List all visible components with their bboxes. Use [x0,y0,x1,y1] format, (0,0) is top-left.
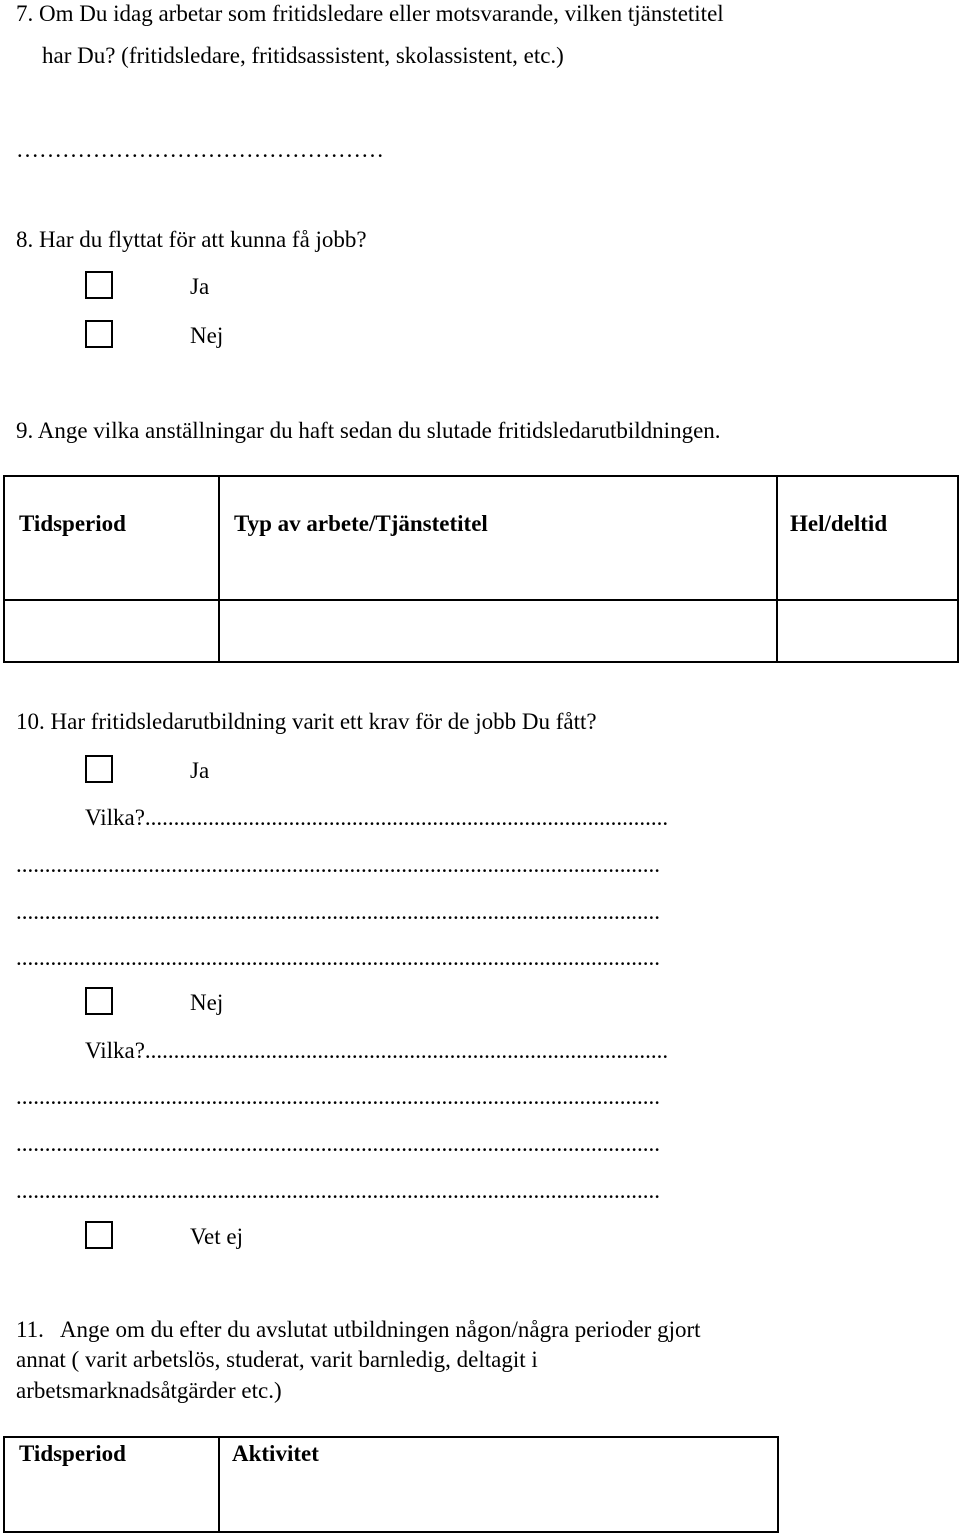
q10-nej-checkbox[interactable] [85,987,113,1015]
q7-answer-line[interactable]: ………………………………………… [16,137,384,162]
q10-ja-dots-line[interactable]: ................................................................................................................ [16,852,660,877]
q10-ja-label: Ja [190,758,210,783]
q10-vetej-label: Vet ej [190,1224,244,1249]
q10-nej-dots-line[interactable]: ................................................................................................................ [16,1178,660,1203]
activity-header-aktivitet[interactable]: Aktivitet [219,1437,778,1532]
q10-nej-dots-line[interactable]: ................................................................................................................ [16,1131,660,1156]
q11-question-line2: annat ( varit arbetslös, studerat, varit barnledig, deltagit i [16,1347,538,1372]
q10-nej-label: Nej [190,990,224,1015]
q9-question: 9. Ange vilka anställningar du haft sedan du slutade fritidsledarutbildningen. [16,418,721,443]
activity-table [3,1436,779,1533]
employment-table-header-row [4,476,958,600]
q8-nej-checkbox[interactable] [85,320,113,348]
employment-header-typ: Typ av arbete/Tjänstetitel [219,476,777,600]
employment-header-heldeltid: Hel/deltid [777,476,958,600]
q11-question-line1: 11. Ange om du efter du avslutat utbildningen någon/några perioder gjort [16,1317,701,1342]
q10-ja-checkbox[interactable] [85,755,113,783]
q8-question: 8. Har du flyttat för att kunna få jobb? [16,227,367,252]
q10-ja-dots-line[interactable]: ................................................................................................................ [16,899,660,924]
employment-cell-heldeltid[interactable] [777,600,958,662]
q7-question-line2: har Du? (fritidsledare, fritidsassistent, skolassistent, etc.) [42,43,564,68]
q10-nej-which-line[interactable]: Vilka?........................................................................................... [85,1038,669,1063]
employment-cell-tidsperiod[interactable] [4,600,219,662]
activity-table-header-row [4,1437,778,1532]
employment-header-tidsperiod: Tidsperiod [4,476,219,600]
q10-question: 10. Har fritidsledarutbildning varit ett krav för de jobb Du fått? [16,709,597,734]
employment-table-row [4,600,958,662]
q11-question-line3: arbetsmarknadsåtgärder etc.) [16,1378,282,1403]
q8-ja-label: Ja [190,274,210,299]
q10-vetej-checkbox[interactable] [85,1221,113,1249]
q7-question-line1: 7. Om Du idag arbetar som fritidsledare eller motsvarande, vilken tjänstetitel [16,1,724,26]
employment-cell-typ[interactable] [219,600,777,662]
q8-ja-checkbox[interactable] [85,271,113,299]
q10-ja-dots-line[interactable]: ................................................................................................................ [16,945,660,970]
q10-ja-which-line[interactable]: Vilka?........................................................................................... [85,805,669,830]
q10-nej-dots-line[interactable]: ................................................................................................................ [16,1084,660,1109]
activity-header-tidsperiod[interactable]: Tidsperiod [4,1437,219,1532]
employment-table [3,475,959,663]
q8-nej-label: Nej [190,323,224,348]
